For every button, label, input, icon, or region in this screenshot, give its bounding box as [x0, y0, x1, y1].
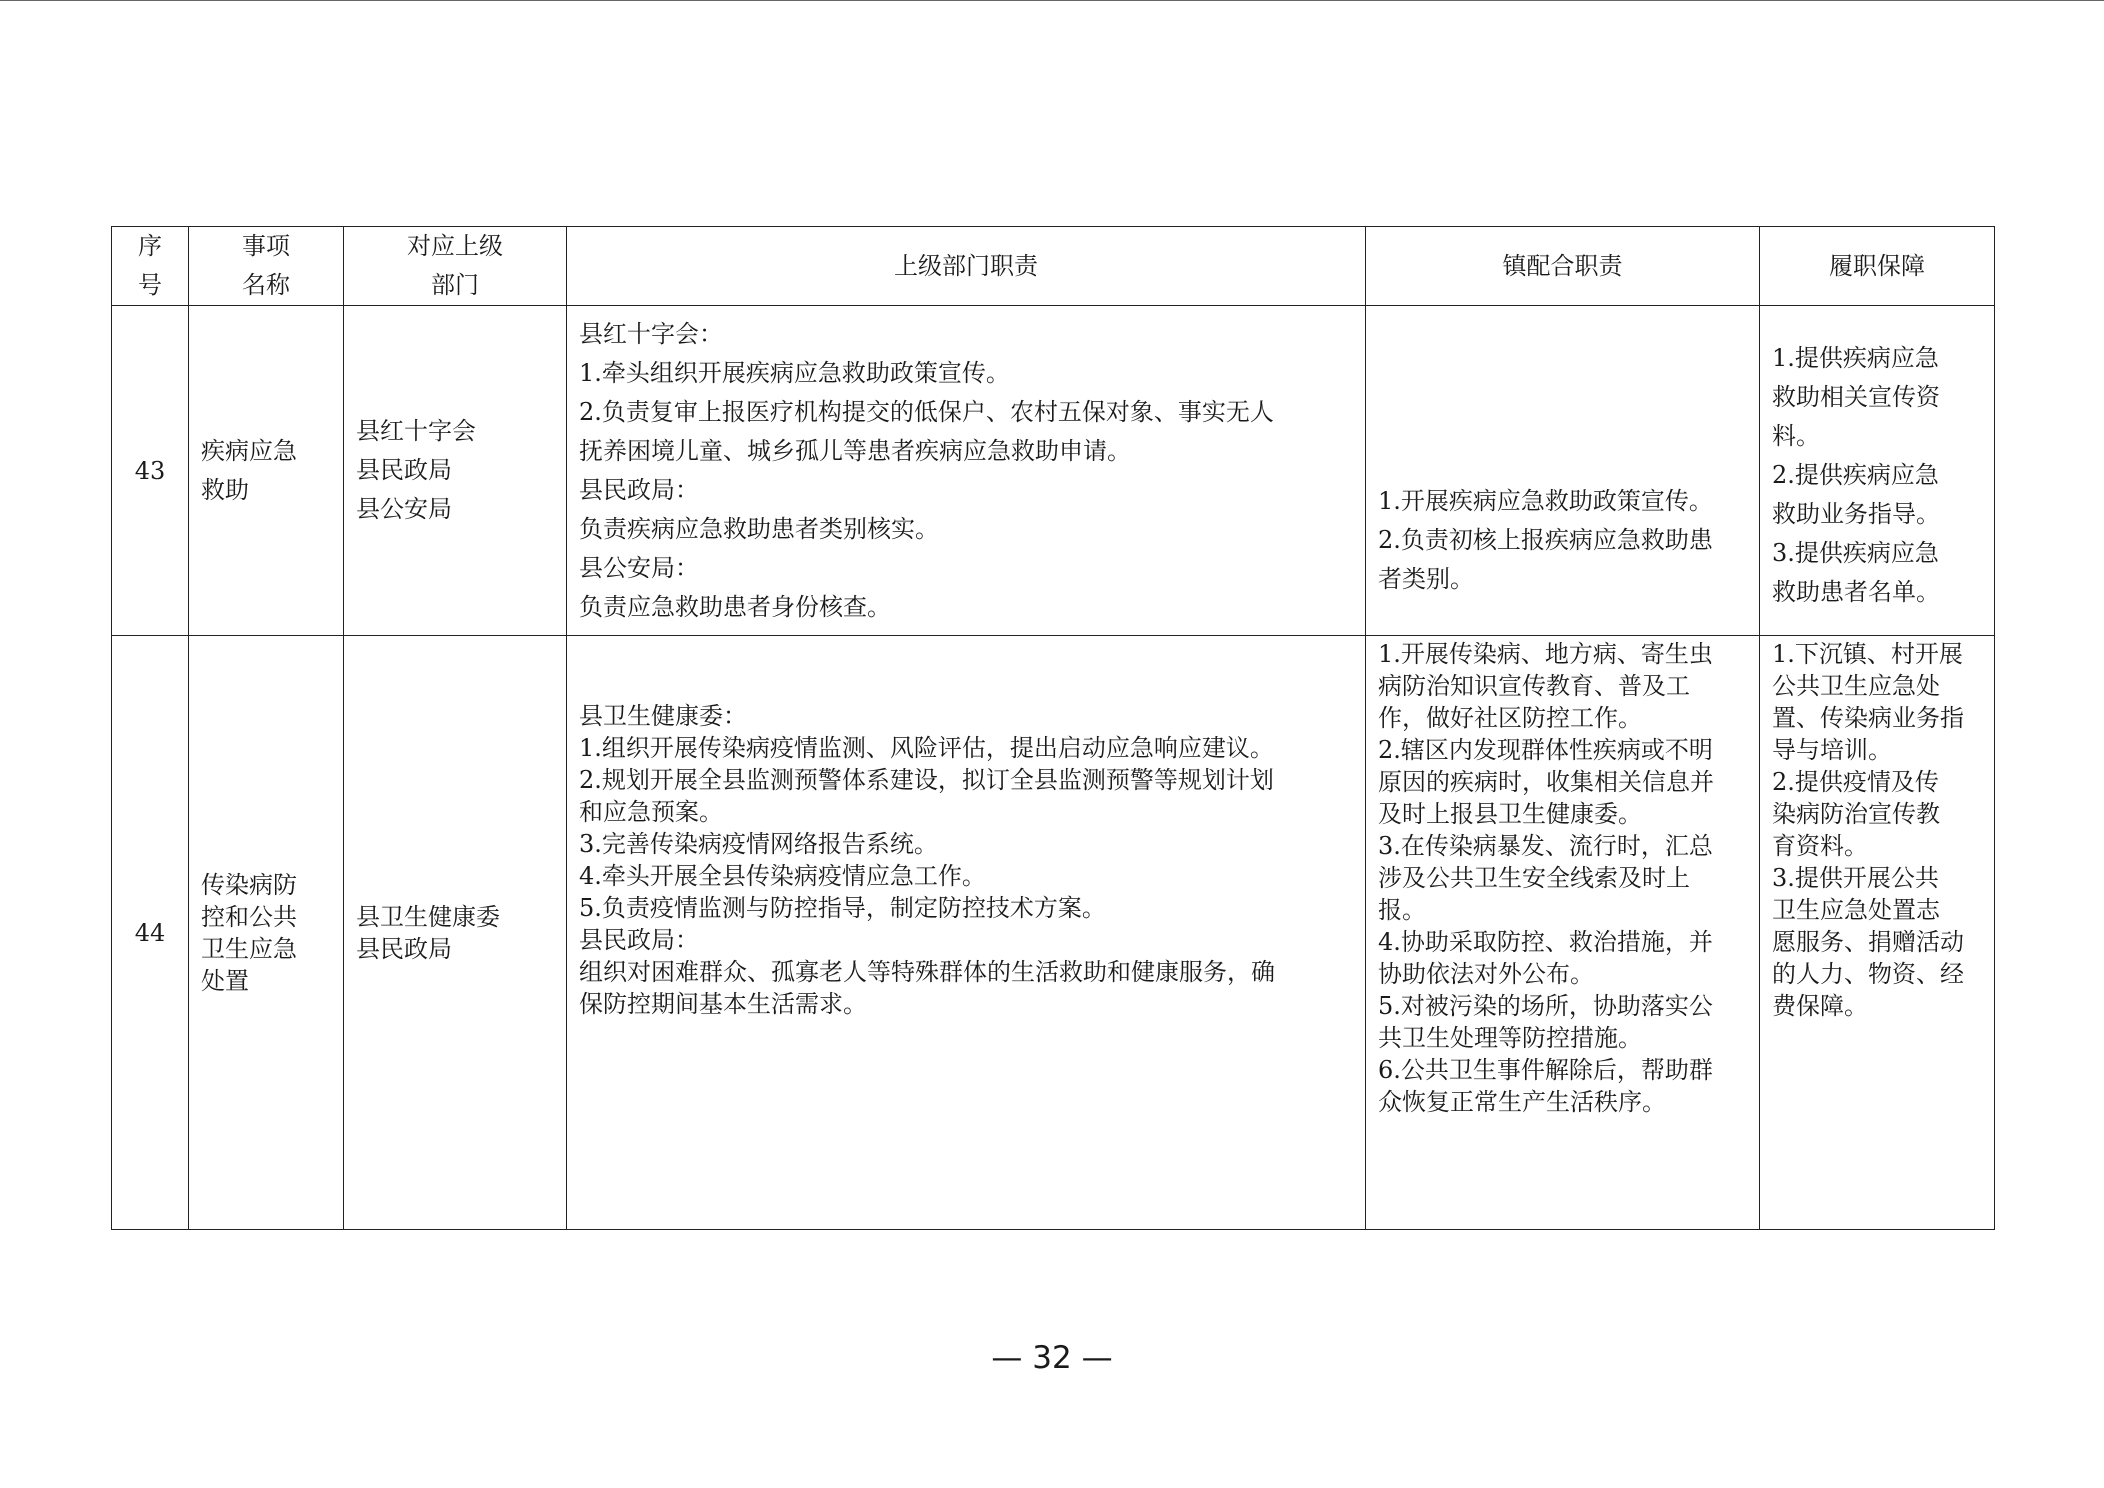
- header-item: 事项 名称: [189, 227, 344, 306]
- upper-duties: 县红十字会： 1.牵头组织开展疾病应急救助政策宣传。 2.负责复审上报医疗机构提交的低保户、农村五保对象、事实无人 抚养困境儿童、城乡孤儿等患者疾病应急救助申请。 县民政局： 负责疾病应急救助患者类别核实。 县公安局： 负责应急救助患者身份核查。: [567, 306, 1366, 636]
- header-upper-duties: 上级部门职责: [567, 227, 1366, 306]
- upper-duties: 县卫生健康委： 1.组织开展传染病疫情监测、风险评估，提出启动应急响应建议。 2.规划开展全县监测预警体系建设，拟订全县监测预警等规划计划 和应急预案。 3.完善传染病疫情网络报告系统。 4.牵头开展全县传染病疫情应急工作。 5.负责疫情监测与防控指导，制定防控技术方案。 县民政局： 组织对困难群众、孤寡老人等特殊群体的生活救助和健康服务，确 保防控期间基本生活需求。: [567, 636, 1366, 1230]
- table-header-row: [112, 227, 1995, 306]
- header-dept: 对应上级 部门: [344, 227, 567, 306]
- table-row: [112, 306, 1995, 636]
- guarantee: 1.下沉镇、村开展 公共卫生应急处 置、传染病业务指 导与培训。 2.提供疫情及传 染病防治宣传教 育资料。 3.提供开展公共 卫生应急处置志 愿服务、捐赠活动 的人力、物资、经 费保障。: [1760, 636, 1995, 1230]
- row-number: 44: [112, 636, 189, 1230]
- header-guarantee: 履职保障: [1760, 227, 1995, 306]
- guarantee: 1.提供疾病应急 救助相关宣传资 料。 2.提供疾病应急 救助业务指导。 3.提供疾病应急 救助患者名单。: [1760, 306, 1995, 636]
- town-duties: 1.开展疾病应急救助政策宣传。 2.负责初核上报疾病应急救助患 者类别。: [1366, 306, 1760, 636]
- header-num: 序 号: [112, 227, 189, 306]
- town-duties: 1.开展传染病、地方病、寄生虫 病防治知识宣传教育、普及工 作，做好社区防控工作。 2.辖区内发现群体性疾病或不明 原因的疾病时，收集相关信息并 及时上报县卫生健康委。 3.在传染病暴发、流行时，汇总 涉及公共卫生安全线索及时上 报。 4.协助采取防控、救治措施，并 协助依法对外公布。 5.对被污染的场所，协助落实公 共卫生处理等防控措施。 6.公共卫生事件解除后，帮助群 众恢复正常生产生活秩序。: [1366, 636, 1760, 1230]
- page-number: — 32 —: [991, 1340, 1113, 1376]
- dept-list: 县红十字会 县民政局 县公安局: [344, 306, 567, 636]
- top-border-line: [0, 0, 2104, 1]
- item-name: 传染病防 控和公共 卫生应急 处置: [189, 636, 344, 1230]
- duties-table: [111, 226, 1995, 1230]
- header-town-duties: 镇配合职责: [1366, 227, 1760, 306]
- table-row: [112, 636, 1995, 1230]
- dept-list: 县卫生健康委 县民政局: [344, 636, 567, 1230]
- row-number: 43: [112, 306, 189, 636]
- item-name: 疾病应急 救助: [189, 306, 344, 636]
